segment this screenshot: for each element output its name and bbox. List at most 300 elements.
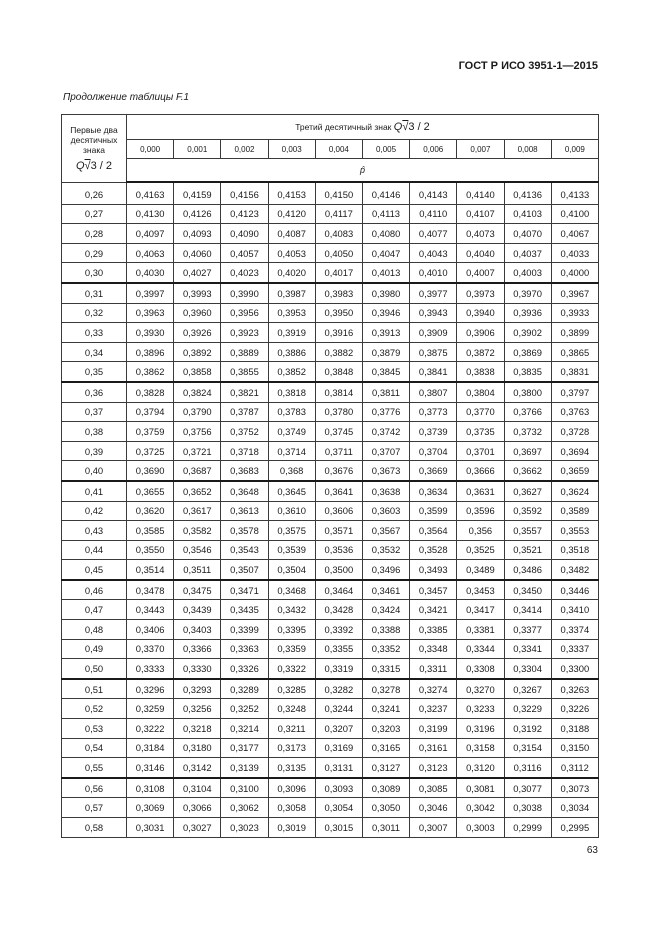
table-cell: 0,3507 [221, 560, 268, 580]
table-row [62, 639, 599, 659]
column-header: 0,005 [362, 140, 409, 159]
table-cell: 0,368 [268, 461, 315, 481]
table-cell: 0,3252 [221, 699, 268, 719]
table-cell: 0,3673 [362, 461, 409, 481]
table-cell: 0,3330 [174, 659, 221, 679]
table-cell: 0,3872 [457, 342, 504, 362]
table-cell: 0,3341 [504, 639, 551, 659]
table-cell: 0,3514 [127, 560, 174, 580]
table-cell: 0,3395 [268, 620, 315, 640]
group-formula-rest: 3 / 2 [408, 121, 430, 133]
table-row [62, 521, 599, 541]
table-cell: 0,3154 [504, 738, 551, 758]
table-cell: 0,3704 [410, 441, 457, 461]
table-cell: 0,3624 [551, 481, 598, 501]
table-cell: 0,4067 [551, 224, 598, 244]
table-row [62, 243, 599, 263]
table-cell: 0,3296 [127, 679, 174, 699]
table-cell: 0,3278 [362, 679, 409, 699]
table-cell: 0,3432 [268, 600, 315, 620]
table-cell: 0,3050 [362, 798, 409, 818]
table-cell: 0,4126 [174, 204, 221, 224]
table-cell: 0,4020 [268, 263, 315, 283]
table-cell: 0,4140 [457, 182, 504, 204]
table-cell: 0,4146 [362, 182, 409, 204]
table-cell: 0,3749 [268, 422, 315, 442]
table-cell: 0,3811 [362, 382, 409, 402]
group-header [127, 115, 599, 140]
table-row [62, 402, 599, 422]
table-cell: 0,3377 [504, 620, 551, 640]
table-cell: 0,3525 [457, 540, 504, 560]
table-row [62, 580, 599, 600]
table-cell: 0,3701 [457, 441, 504, 461]
table-cell: 0,3683 [221, 461, 268, 481]
table-cell: 0,3669 [410, 461, 457, 481]
table-cell: 0,3406 [127, 620, 174, 640]
table-cell: 0,3146 [127, 758, 174, 778]
table-cell: 0,3889 [221, 342, 268, 362]
table-cell: 0,3496 [362, 560, 409, 580]
table-cell: 0,3270 [457, 679, 504, 699]
table-cell: 0,3352 [362, 639, 409, 659]
table-cell: 0,4093 [174, 224, 221, 244]
table-cell: 0,3896 [127, 342, 174, 362]
table-cell: 0,3363 [221, 639, 268, 659]
table-cell: 0,4000 [551, 263, 598, 283]
table-cell: 0,4033 [551, 243, 598, 263]
table-cell: 0,4060 [174, 243, 221, 263]
table-cell: 0,3169 [315, 738, 362, 758]
table-cell: 0,4083 [315, 224, 362, 244]
table-cell: 0,3578 [221, 521, 268, 541]
table-cell: 0,3127 [362, 758, 409, 778]
table-cell: 0,3634 [410, 481, 457, 501]
table-cell: 0,3439 [174, 600, 221, 620]
table-cell: 0,3457 [410, 580, 457, 600]
table-cell: 0,3500 [315, 560, 362, 580]
table-cell: 0,3807 [410, 382, 457, 402]
table-cell: 0,3085 [410, 778, 457, 798]
table-cell: 0,3435 [221, 600, 268, 620]
table-cell: 0,3980 [362, 283, 409, 303]
table-cell: 0,3486 [504, 560, 551, 580]
table-cell: 0,4133 [551, 182, 598, 204]
table-cell: 0,3100 [221, 778, 268, 798]
table-cell: 0,3848 [315, 362, 362, 382]
table-row [62, 798, 599, 818]
table-cell: 0,3366 [174, 639, 221, 659]
table-cell: 0,3399 [221, 620, 268, 640]
table-cell: 0,4030 [127, 263, 174, 283]
table-row [62, 620, 599, 640]
table-row [62, 422, 599, 442]
table-cell: 0,3475 [174, 580, 221, 600]
table-cell: 0,3410 [551, 600, 598, 620]
table-cell: 0,3180 [174, 738, 221, 758]
table-cell: 0,3428 [315, 600, 362, 620]
table-cell: 0,3165 [362, 738, 409, 758]
table-cell: 0,3403 [174, 620, 221, 640]
table-cell: 0,3967 [551, 283, 598, 303]
table-cell: 0,3139 [221, 758, 268, 778]
table-cell: 0,3184 [127, 738, 174, 758]
table-cell: 0,3322 [268, 659, 315, 679]
table-cell: 0,3970 [504, 283, 551, 303]
table-row [62, 382, 599, 402]
row-key: 0,49 [62, 639, 127, 659]
column-header: 0,000 [127, 140, 174, 159]
row-key: 0,39 [62, 441, 127, 461]
table-cell: 0,3666 [457, 461, 504, 481]
table-cell: 0,3766 [504, 402, 551, 422]
column-header: 0,001 [174, 140, 221, 159]
table-cell: 0,3293 [174, 679, 221, 699]
table-cell: 0,3015 [315, 818, 362, 838]
table-cell: 0,3042 [457, 798, 504, 818]
table-row [62, 481, 599, 501]
table-cell: 0,3196 [457, 719, 504, 739]
table-cell: 0,3882 [315, 342, 362, 362]
table-cell: 0,3414 [504, 600, 551, 620]
table-cell: 0,3592 [504, 501, 551, 521]
table-body [62, 182, 599, 837]
table-row [62, 818, 599, 838]
table-row [62, 501, 599, 521]
table-cell: 0,3841 [410, 362, 457, 382]
table-cell: 0,4057 [221, 243, 268, 263]
table-cell: 0,3370 [127, 639, 174, 659]
table-cell: 0,3818 [268, 382, 315, 402]
table-cell: 0,3248 [268, 699, 315, 719]
table-cell: 0,4053 [268, 243, 315, 263]
table-cell: 0,4013 [362, 263, 409, 283]
table-row [62, 679, 599, 699]
table-cell: 0,4103 [504, 204, 551, 224]
table-cell: 0,3355 [315, 639, 362, 659]
table-cell: 0,3960 [174, 303, 221, 323]
row-key: 0,44 [62, 540, 127, 560]
table-cell: 0,3450 [504, 580, 551, 600]
row-key: 0,36 [62, 382, 127, 402]
table-cell: 0,3443 [127, 600, 174, 620]
table-cell: 0,3192 [504, 719, 551, 739]
table-cell: 0,3728 [551, 422, 598, 442]
table-cell: 0,3641 [315, 481, 362, 501]
table-cell: 0,3869 [504, 342, 551, 362]
table-cell: 0,3289 [221, 679, 268, 699]
table-cell: 0,2999 [504, 818, 551, 838]
corner-header [62, 115, 127, 183]
row-key: 0,48 [62, 620, 127, 640]
table-row [62, 441, 599, 461]
row-key: 0,40 [62, 461, 127, 481]
table-row [62, 342, 599, 362]
table-cell: 0,3916 [315, 323, 362, 343]
table-cell: 0,3707 [362, 441, 409, 461]
table-cell: 0,3756 [174, 422, 221, 442]
table-cell: 0,3034 [551, 798, 598, 818]
table-cell: 0,4143 [410, 182, 457, 204]
table-cell: 0,3773 [410, 402, 457, 422]
table-cell: 0,3344 [457, 639, 504, 659]
table-cell: 0,3539 [268, 540, 315, 560]
table-cell: 0,3521 [504, 540, 551, 560]
table-cell: 0,3797 [551, 382, 598, 402]
table-cell: 0,3662 [504, 461, 551, 481]
table-cell: 0,3282 [315, 679, 362, 699]
table-cell: 0,3304 [504, 659, 551, 679]
table-cell: 0,4153 [268, 182, 315, 204]
table-cell: 0,3207 [315, 719, 362, 739]
table-cell: 0,4097 [127, 224, 174, 244]
table-cell: 0,3610 [268, 501, 315, 521]
table-cell: 0,3285 [268, 679, 315, 699]
row-key: 0,26 [62, 182, 127, 204]
table-cell: 0,3752 [221, 422, 268, 442]
table-cell: 0,3745 [315, 422, 362, 442]
table-cell: 0,3417 [457, 600, 504, 620]
table-cell: 0,3023 [221, 818, 268, 838]
table-cell: 0,4123 [221, 204, 268, 224]
table-cell: 0,3739 [410, 422, 457, 442]
table-cell: 0,3990 [221, 283, 268, 303]
row-key: 0,53 [62, 719, 127, 739]
row-key: 0,28 [62, 224, 127, 244]
table-cell: 0,4070 [504, 224, 551, 244]
table-cell: 0,3337 [551, 639, 598, 659]
table-cell: 0,3203 [362, 719, 409, 739]
table-cell: 0,3950 [315, 303, 362, 323]
table-cell: 0,3714 [268, 441, 315, 461]
table-cell: 0,3824 [174, 382, 221, 402]
table-row [62, 204, 599, 224]
table-cell: 0,3359 [268, 639, 315, 659]
table-cell: 0,3011 [362, 818, 409, 838]
table-cell: 0,3776 [362, 402, 409, 422]
table-cell: 0,3940 [457, 303, 504, 323]
table-cell: 0,3596 [457, 501, 504, 521]
table-cell: 0,3461 [362, 580, 409, 600]
table-cell: 0,4130 [127, 204, 174, 224]
table-cell: 0,3638 [362, 481, 409, 501]
table-cell: 0,3214 [221, 719, 268, 739]
table-cell: 0,4047 [362, 243, 409, 263]
table-cell: 0,3676 [315, 461, 362, 481]
table-cell: 0,3150 [551, 738, 598, 758]
table-cell: 0,3112 [551, 758, 598, 778]
table-cell: 0,3319 [315, 659, 362, 679]
table-cell: 0,3188 [551, 719, 598, 739]
table-cell: 0,3697 [504, 441, 551, 461]
table-cell: 0,3909 [410, 323, 457, 343]
table-cell: 0,4120 [268, 204, 315, 224]
table-cell: 0,3385 [410, 620, 457, 640]
table-cell: 0,3315 [362, 659, 409, 679]
group-label: Третий десятичный знак [295, 122, 392, 132]
table-cell: 0,3489 [457, 560, 504, 580]
row-key: 0,56 [62, 778, 127, 798]
row-key: 0,57 [62, 798, 127, 818]
table-cell: 0,3983 [315, 283, 362, 303]
table-cell: 0,3392 [315, 620, 362, 640]
column-header: 0,008 [504, 140, 551, 159]
table-cell: 0,3821 [221, 382, 268, 402]
row-key: 0,35 [62, 362, 127, 382]
table-row [62, 560, 599, 580]
table-cell: 0,3453 [457, 580, 504, 600]
table-cell: 0,3069 [127, 798, 174, 818]
table-cell: 0,3564 [410, 521, 457, 541]
table-caption: Продолжение таблицы F.1 [63, 92, 190, 103]
table-cell: 0,3054 [315, 798, 362, 818]
row-key: 0,38 [62, 422, 127, 442]
table-cell: 0,4110 [410, 204, 457, 224]
row-key: 0,43 [62, 521, 127, 541]
table-cell: 0,3906 [457, 323, 504, 343]
row-key: 0,30 [62, 263, 127, 283]
table-cell: 0,3763 [551, 402, 598, 422]
table-cell: 0,4037 [504, 243, 551, 263]
table-cell: 0,3652 [174, 481, 221, 501]
table-cell: 0,3222 [127, 719, 174, 739]
table-cell: 0,3311 [410, 659, 457, 679]
table-cell: 0,3599 [410, 501, 457, 521]
row-key: 0,46 [62, 580, 127, 600]
table-cell: 0,4040 [457, 243, 504, 263]
table-cell: 0,3229 [504, 699, 551, 719]
table-cell: 0,3557 [504, 521, 551, 541]
table-cell: 0,3977 [410, 283, 457, 303]
table-cell: 0,4113 [362, 204, 409, 224]
table-cell: 0,3019 [268, 818, 315, 838]
table-cell: 0,4010 [410, 263, 457, 283]
table-cell: 0,3770 [457, 402, 504, 422]
column-header: 0,004 [315, 140, 362, 159]
corner-label: Первые два десятичных знака [70, 125, 118, 156]
table-cell: 0,3546 [174, 540, 221, 560]
table-row [62, 540, 599, 560]
table-cell: 0,3620 [127, 501, 174, 521]
corner-formula-q: Q [75, 160, 85, 173]
table-cell: 0,3446 [551, 580, 598, 600]
row-key: 0,29 [62, 243, 127, 263]
table-cell: 0,3718 [221, 441, 268, 461]
document-code: ГОСТ Р ИСО 3951-1—2015 [458, 60, 598, 72]
table-cell: 0,4017 [315, 263, 362, 283]
table-cell: 0,3852 [268, 362, 315, 382]
table-cell: 0,3582 [174, 521, 221, 541]
table-cell: 0,4150 [315, 182, 362, 204]
table-cell: 0,3233 [457, 699, 504, 719]
table-row [62, 224, 599, 244]
table-cell: 0,3244 [315, 699, 362, 719]
table-cell: 0,3845 [362, 362, 409, 382]
table-cell: 0,4090 [221, 224, 268, 244]
table-cell: 0,4117 [315, 204, 362, 224]
table-cell: 0,3550 [127, 540, 174, 560]
group-formula: Q√3 / 2 [393, 121, 430, 133]
table-cell: 0,3259 [127, 699, 174, 719]
table-cell: 0,3943 [410, 303, 457, 323]
table-cell: 0,3735 [457, 422, 504, 442]
table-row [62, 719, 599, 739]
table-cell: 0,3946 [362, 303, 409, 323]
table-cell: 0,3081 [457, 778, 504, 798]
table-row [62, 461, 599, 481]
table-cell: 0,3471 [221, 580, 268, 600]
table-cell: 0,3993 [174, 283, 221, 303]
table-cell: 0,3606 [315, 501, 362, 521]
column-header: 0,009 [551, 140, 598, 159]
table-cell: 0,3553 [551, 521, 598, 541]
table-cell: 0,3089 [362, 778, 409, 798]
table-cell: 0,3926 [174, 323, 221, 343]
corner-formula: Q√3 / 2 [75, 160, 112, 173]
table-cell: 0,3913 [362, 323, 409, 343]
table-cell: 0,3963 [127, 303, 174, 323]
table-cell: 0,3711 [315, 441, 362, 461]
row-key: 0,34 [62, 342, 127, 362]
table-cell: 0,3742 [362, 422, 409, 442]
table-cell: 0,3800 [504, 382, 551, 402]
table-cell: 0,3218 [174, 719, 221, 739]
table-cell: 0,3528 [410, 540, 457, 560]
table-cell: 0,3930 [127, 323, 174, 343]
table-cell: 0,3241 [362, 699, 409, 719]
table-cell: 0,3659 [551, 461, 598, 481]
group-formula-q: Q [393, 121, 403, 133]
table-cell: 0,3073 [551, 778, 598, 798]
table-cell: 0,3211 [268, 719, 315, 739]
table-cell: 0,3645 [268, 481, 315, 501]
table-row [62, 362, 599, 382]
table-cell: 0,3804 [457, 382, 504, 402]
table-cell: 0,4073 [457, 224, 504, 244]
table-cell: 0,3886 [268, 342, 315, 362]
table-cell: 0,3007 [410, 818, 457, 838]
table-cell: 0,3585 [127, 521, 174, 541]
table-cell: 0,3093 [315, 778, 362, 798]
table-cell: 0,3794 [127, 402, 174, 422]
table-cell: 0,3161 [410, 738, 457, 758]
table-cell: 0,3333 [127, 659, 174, 679]
table-row [62, 758, 599, 778]
table-cell: 0,3274 [410, 679, 457, 699]
row-key: 0,32 [62, 303, 127, 323]
table-cell: 0,3536 [315, 540, 362, 560]
table-cell: 0,3828 [127, 382, 174, 402]
table-cell: 0,3987 [268, 283, 315, 303]
table-cell: 0,3199 [410, 719, 457, 739]
table-cell: 0,4087 [268, 224, 315, 244]
table-cell: 0,3388 [362, 620, 409, 640]
table-cell: 0,3603 [362, 501, 409, 521]
row-key: 0,54 [62, 738, 127, 758]
table-cell: 0,3862 [127, 362, 174, 382]
table-cell: 0,3464 [315, 580, 362, 600]
table-cell: 0,3482 [551, 560, 598, 580]
column-header: 0,006 [410, 140, 457, 159]
table-cell: 0,3504 [268, 560, 315, 580]
table-row [62, 323, 599, 343]
row-key: 0,50 [62, 659, 127, 679]
table-row [62, 303, 599, 323]
table-cell: 0,3478 [127, 580, 174, 600]
table-cell: 0,3589 [551, 501, 598, 521]
table-cell: 0,3953 [268, 303, 315, 323]
table-cell: 0,4007 [457, 263, 504, 283]
